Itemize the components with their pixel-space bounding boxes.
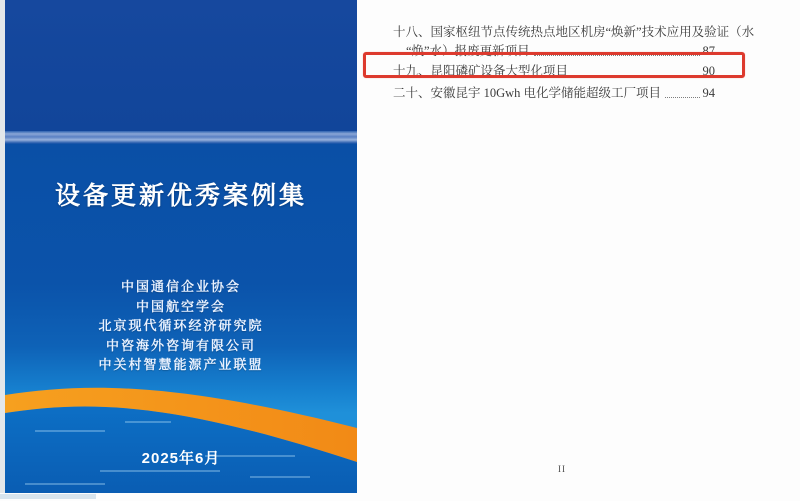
toc-page-number: 94 — [702, 86, 715, 100]
circuit-pattern — [100, 470, 220, 472]
book-cover — [5, 0, 357, 493]
organization-name: 中关村智慧能源产业联盟 — [98, 357, 264, 372]
dot-leader — [665, 97, 699, 98]
circuit-pattern — [125, 421, 171, 423]
organization-name: 中咨海外咨询有限公司 — [105, 337, 256, 353]
circuit-pattern — [35, 430, 105, 432]
organization-name: 北京现代循环经济研究院 — [98, 318, 264, 333]
organization-name: 中国通信企业协会 — [120, 279, 241, 294]
toc-entry-text: 十八、国家枢纽节点传统热点地区机房“焕新”技术应用及验证（水 — [393, 25, 755, 39]
toc-entry-text: 二十、安徽昆宇 10Gwh 电化学储能超级工厂项目 — [393, 86, 662, 100]
cover-organizations — [5, 277, 357, 375]
orange-swoosh-graphic — [5, 0, 357, 493]
toc-page-number: 90 — [702, 64, 715, 78]
photo-edge-bottom — [0, 494, 96, 499]
toc-entry-text: “焕”水）报废更新项目 — [406, 44, 530, 58]
highlight-box — [363, 52, 745, 78]
circuit-pattern — [250, 476, 310, 478]
circuit-pattern — [25, 483, 105, 485]
toc-entry-text: 十九、昆阳磷矿设备大型化项目 — [393, 64, 569, 78]
folio-page-number: II — [558, 464, 566, 474]
toc-page-number: 87 — [702, 44, 715, 58]
cover-date: 2025年6月 — [141, 450, 221, 467]
cover-title: 设备更新优秀案例集 — [54, 182, 307, 210]
toc-entry-18-line1[interactable] — [393, 22, 755, 40]
toc-entry-20[interactable] — [393, 83, 715, 101]
organization-name: 中国航空学会 — [135, 298, 226, 314]
